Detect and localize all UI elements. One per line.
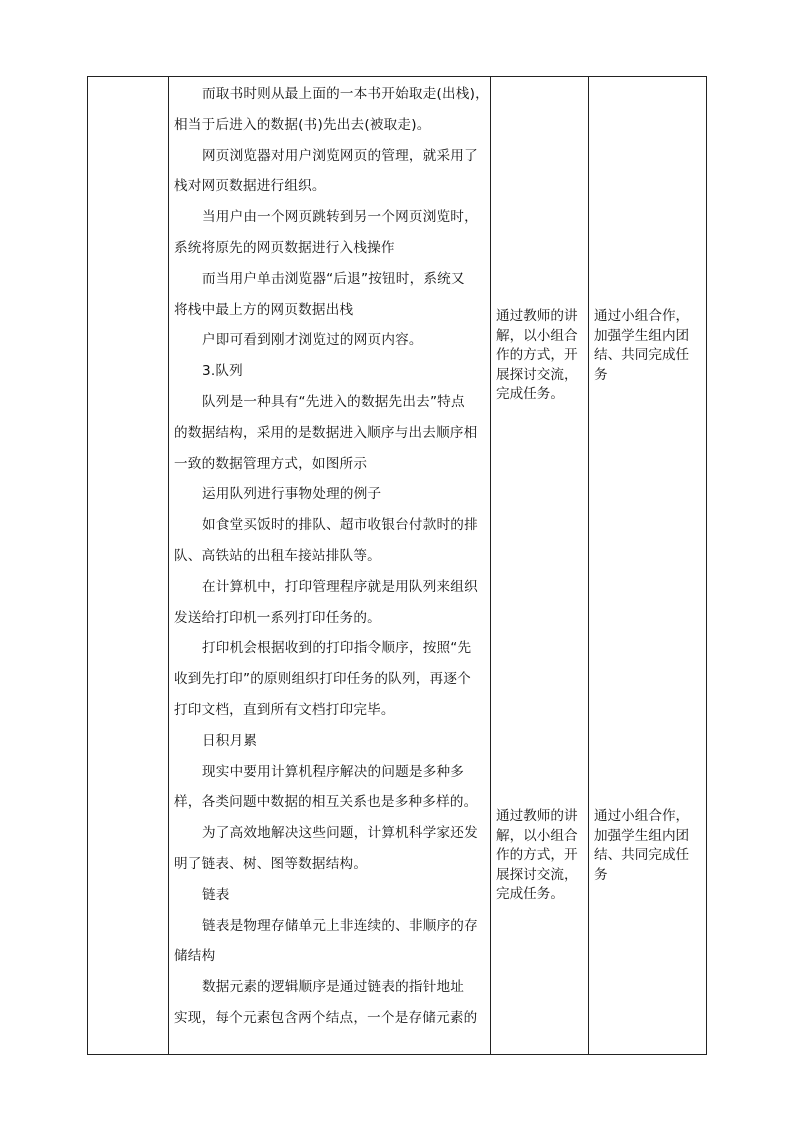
content-line: 数据元素的逻辑顺序是通过链表的指针地址 [202, 979, 465, 996]
content-line: 当用户由一个网页跳转到另一个网页浏览时， [202, 209, 478, 226]
activity-line: 作的方式，开 [496, 847, 578, 863]
activity-line: 通过教师的讲 [496, 308, 578, 324]
activity-line: 完成任务。 [496, 886, 564, 902]
activity-line: 加强学生组内团 [594, 827, 690, 844]
activity-line: 通过教师的讲 [496, 808, 578, 824]
content-line: 明了链表、树、图等数据结构。 [174, 856, 368, 872]
content-line: 而取书时则从最上面的一本书开始取走(出栈)， [202, 86, 489, 102]
content-line: 储结构 [174, 948, 216, 965]
content-line: 打印机会根据收到的打印指令顺序，按照“先 [202, 640, 472, 657]
lesson-table [87, 76, 707, 1055]
content-line: 系统将原先的网页数据进行入栈操作 [174, 240, 395, 256]
content-line: 队、高铁站的出租车接站排队等。 [174, 548, 381, 564]
activity-line: 完成任务。 [496, 386, 564, 402]
content-line: 队列是一种具有“先进入的数据先出去”特点 [202, 394, 465, 410]
content-line: 发送给打印机一系列打印任务的。 [174, 609, 381, 626]
content-line: 户即可看到刚才浏览过的网页内容。 [202, 332, 423, 349]
activity-line: 结、共同完成任 [594, 347, 690, 363]
student-activity-cell [594, 307, 690, 385]
content-line: 网页浏览器对用户浏览网页的管理，就采用了 [202, 147, 478, 164]
content-line: 为了高效地解决这些问题，计算机科学家还发 [202, 825, 478, 842]
content-line: 样，各类问题中数据的相互关系也是多种多样的。 [174, 794, 478, 811]
content-line: 日积月累 [202, 732, 258, 749]
content-line: 相当于后进入的数据(书)先出去(被取走)。 [174, 116, 431, 133]
activity-line: 解，以小组合 [496, 827, 578, 844]
content-line: 链表 [202, 886, 230, 903]
content-line: 在计算机中，打印管理程序就是用队列来组织 [202, 578, 478, 595]
content-line: 收到先打印”的原则组织打印任务的队列，再逐个 [174, 671, 471, 688]
content-line: 运用队列进行事物处理的例子 [202, 486, 382, 503]
content-line: 一致的数据管理方式，如图所示 [174, 455, 368, 472]
content-line: 而当用户单击浏览器“后退”按钮时，系统又 [202, 270, 465, 287]
teacher-activity-cell [496, 807, 584, 905]
activity-line: 加强学生组内团 [594, 327, 690, 344]
content-line: 现实中要用计算机程序解决的问题是多种多 [202, 763, 465, 780]
activity-line: 通过小组合作， [594, 308, 690, 324]
content-line: 3.队列 [202, 363, 243, 380]
activity-line: 展探讨交流， [496, 866, 578, 883]
content-line: 链表是物理存储单元上非连续的、非顺序的存 [202, 917, 478, 934]
student-activity-cell [594, 807, 690, 885]
teacher-activity-cell [496, 307, 584, 405]
activity-line: 务 [594, 866, 608, 883]
activity-line: 通过小组合作， [594, 808, 690, 824]
activity-line: 解，以小组合 [496, 327, 578, 344]
content-line: 将栈中最上方的网页数据出栈 [174, 301, 354, 318]
column-divider [588, 77, 589, 1054]
activity-line: 展探讨交流， [496, 366, 578, 383]
column-divider [490, 77, 491, 1054]
content-column [168, 77, 490, 1054]
activity-line: 结、共同完成任 [594, 847, 690, 863]
activity-line: 作的方式，开 [496, 347, 578, 363]
content-line: 的数据结构，采用的是数据进入顺序与出去顺序相 [174, 424, 478, 441]
content-line: 实现，每个元素包含两个结点，一个是存储元素的 [174, 1010, 478, 1026]
activity-line: 务 [594, 366, 608, 383]
content-line: 如食堂买饭时的排队、超市收银台付款时的排 [202, 517, 478, 534]
content-line: 打印文档，直到所有文档打印完毕。 [174, 702, 395, 718]
content-line: 栈对网页数据进行组织。 [174, 178, 326, 195]
